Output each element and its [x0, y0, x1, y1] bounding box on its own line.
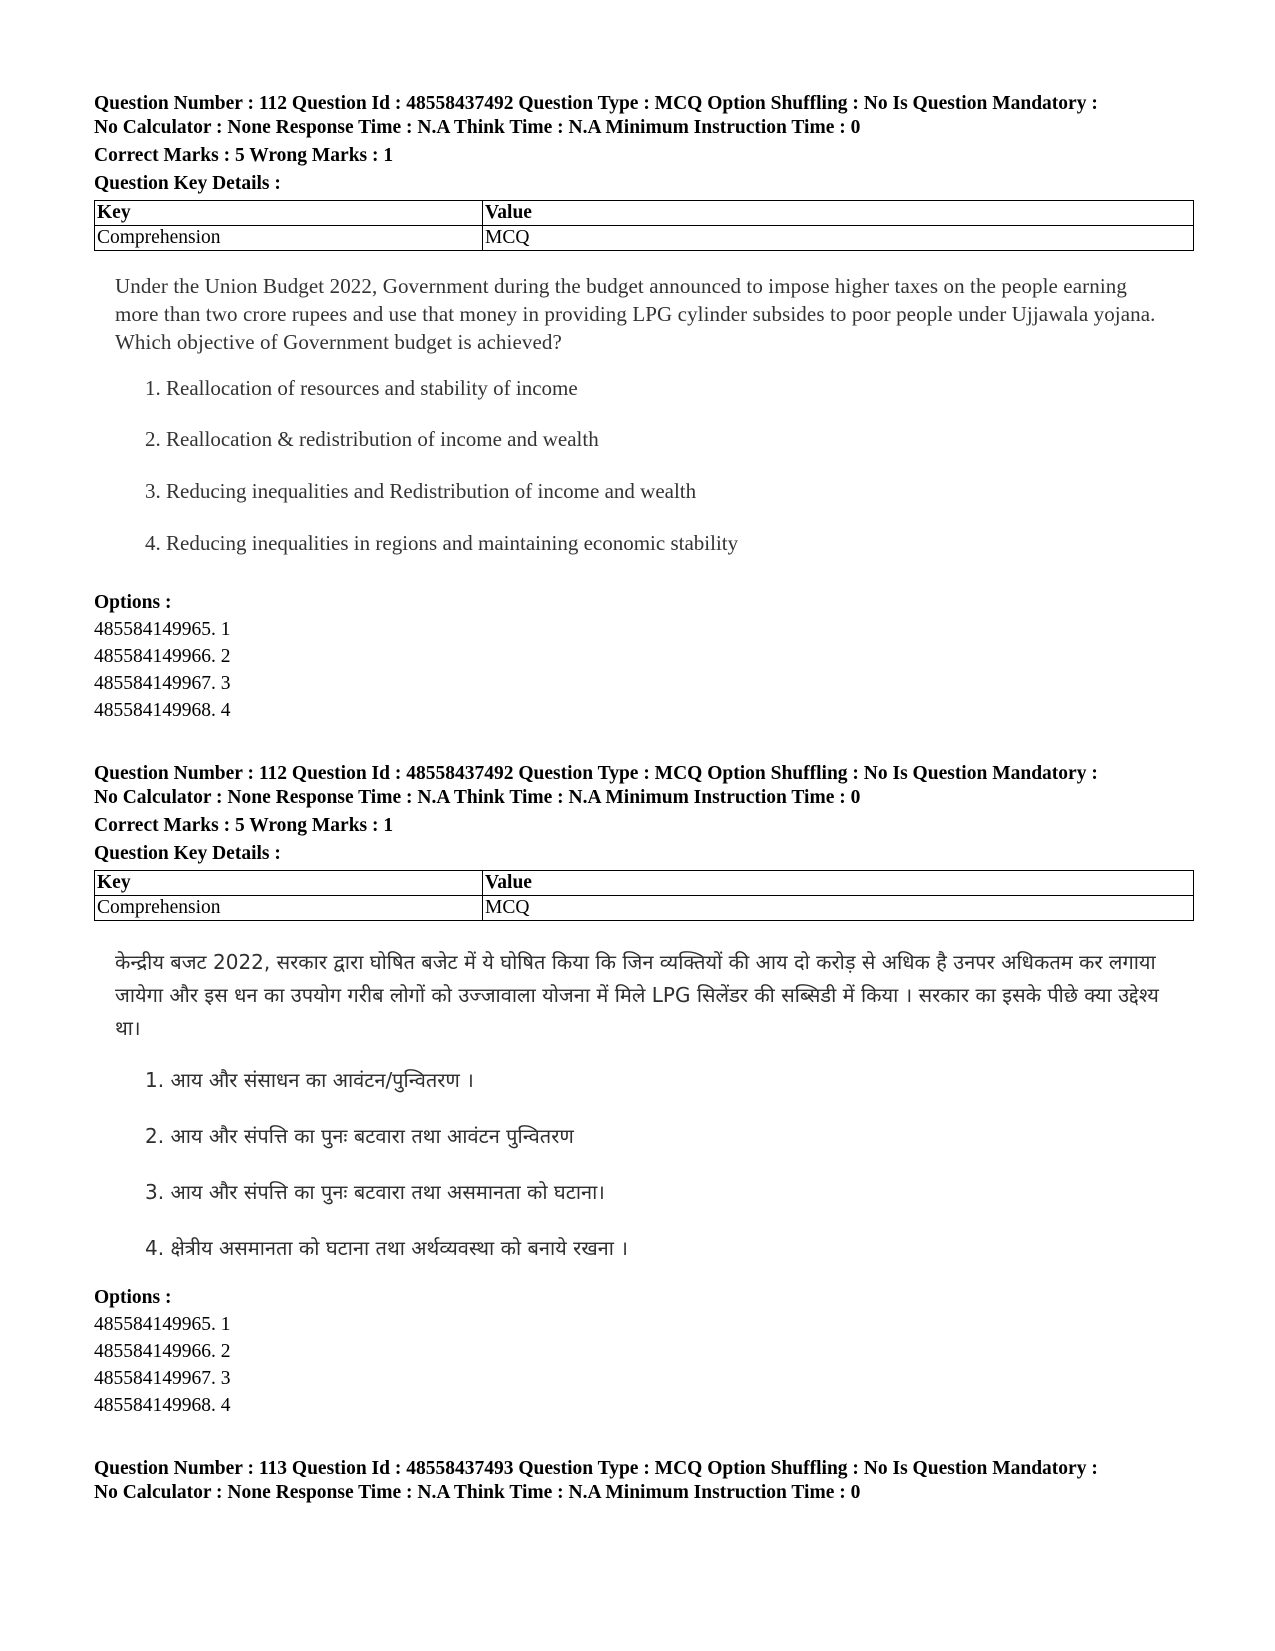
question-header-3 [94, 1457, 1194, 1505]
question-image-english [115, 272, 1175, 572]
question-text: Under the Union Budget 2022, Government during the budget announced to impose higher taxes on the people earning more than two crore rupees and use that money in providing LPG cylinder subsides to poor people under Ujjawala yojana. Which objective of Government budget is achieved? [115, 274, 1156, 354]
option-item: 485584149965. 1 [94, 619, 231, 640]
option-item: 485584149967. 3 [94, 1368, 231, 1389]
meta-line-1: Question Number : 112 Question Id : 48558437492 Question Type : MCQ Option Shuffling : No Is Question Mandatory : [94, 763, 1098, 784]
choice-3: 3. आय और संपत्ति का पुनः बटवारा तथा असमानता को घटाना। [145, 1180, 605, 1204]
question-header-2 [94, 762, 1194, 921]
question-meta [94, 762, 1194, 810]
question-text: केन्द्रीय बजट 2022, सरकार द्वारा घोषित बजेट में ये घोषित किया कि जिन व्यक्तियों की आय दो करोड़ से अधिक है उनपर अधिकतम कर लगाया जायेगा और इस धन का उपयोग गरीब लोगों को उज्जावाला योजना में मिले LPG सिलेंडर की सब्सिडी में किया । सरकार का इसके पीछे क्या उद्देश्य था। [115, 950, 1159, 1040]
choice-4: 4. Reducing inequalities in regions and maintaining economic stability [145, 531, 739, 555]
key-details-label: Question Key Details : [94, 843, 281, 864]
option-item: 485584149968. 4 [94, 700, 231, 721]
table-header-row [95, 871, 1194, 896]
options-list-2 [94, 1284, 1194, 1419]
choice-2: 2. आय और संपत्ति का पुनः बटवारा तथा आवंटन पुन्वितरण [145, 1124, 574, 1148]
table-header-key: Key [95, 871, 483, 896]
table-cell-value: MCQ [483, 226, 1194, 251]
choice-1: 1. आय और संसाधन का आवंटन/पुन्वितरण । [145, 1068, 474, 1092]
table-cell-value: MCQ [483, 896, 1194, 921]
options-label: Options : [94, 1287, 172, 1308]
table-cell-key: Comprehension [95, 226, 483, 251]
choice-3: 3. Reducing inequalities and Redistribution of income and wealth [145, 479, 697, 503]
marks-line: Correct Marks : 5 Wrong Marks : 1 [94, 815, 394, 836]
choice-4: 4. क्षेत्रीय असमानता को घटाना तथा अर्थव्यवस्था को बनाये रखना । [145, 1236, 628, 1260]
meta-line-2: No Calculator : None Response Time : N.A Think Time : N.A Minimum Instruction Time : 0 [94, 117, 861, 138]
question-image-hindi [115, 946, 1175, 1266]
question-header-1 [94, 92, 1194, 251]
table-header-row [95, 201, 1194, 226]
meta-line-1: Question Number : 113 Question Id : 48558437493 Question Type : MCQ Option Shuffling : No Is Question Mandatory : [94, 1458, 1098, 1479]
table-row [95, 896, 1194, 921]
table-header-key: Key [95, 201, 483, 226]
options-list-1 [94, 589, 1194, 724]
option-item: 485584149966. 2 [94, 646, 231, 667]
option-item: 485584149965. 1 [94, 1314, 231, 1335]
choice-2: 2. Reallocation & redistribution of income and wealth [145, 427, 599, 451]
question-meta [94, 92, 1194, 140]
meta-line-2: No Calculator : None Response Time : N.A Think Time : N.A Minimum Instruction Time : 0 [94, 787, 861, 808]
option-item: 485584149967. 3 [94, 673, 231, 694]
table-header-value: Value [483, 201, 1194, 226]
table-header-value: Value [483, 871, 1194, 896]
marks-line: Correct Marks : 5 Wrong Marks : 1 [94, 145, 394, 166]
key-details-label: Question Key Details : [94, 173, 281, 194]
key-details-table [94, 870, 1194, 921]
options-label: Options : [94, 592, 172, 613]
question-meta [94, 1457, 1194, 1505]
meta-line-2: No Calculator : None Response Time : N.A Think Time : N.A Minimum Instruction Time : 0 [94, 1482, 861, 1503]
table-row [95, 226, 1194, 251]
choice-1: 1. Reallocation of resources and stability of income [145, 376, 578, 400]
option-item: 485584149966. 2 [94, 1341, 231, 1362]
table-cell-key: Comprehension [95, 896, 483, 921]
option-item: 485584149968. 4 [94, 1395, 231, 1416]
key-details-table [94, 200, 1194, 251]
meta-line-1: Question Number : 112 Question Id : 48558437492 Question Type : MCQ Option Shuffling : No Is Question Mandatory : [94, 93, 1098, 114]
